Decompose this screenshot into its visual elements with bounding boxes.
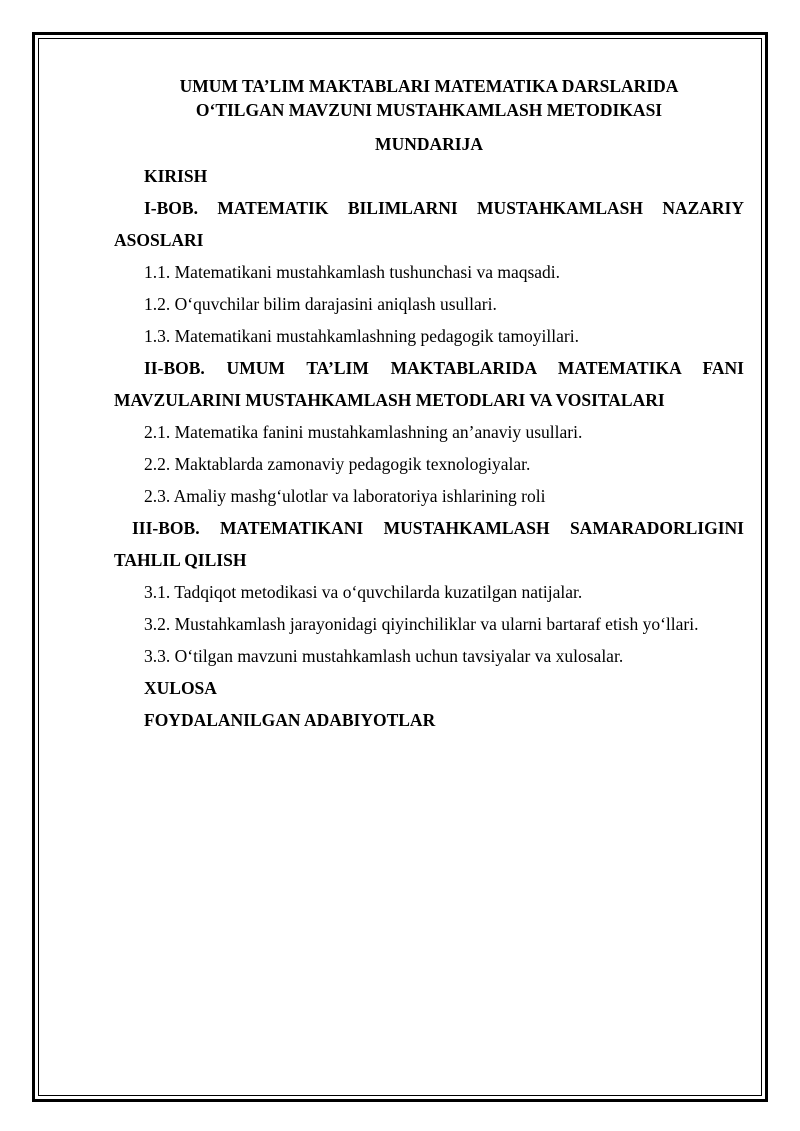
document-title-line-2: O‘TILGAN MAVZUNI MUSTAHKAMLASH METODIKASI — [195, 100, 663, 120]
toc-chapter-2-line-1: II-BOB. UMUM TA’LIM MAKTABLARIDA MATEMATIKA FANI — [144, 358, 744, 378]
toc-chapter-2-line-2: MAVZULARINI MUSTAHKAMLASH METODLARI VA VOSITALARI — [114, 390, 665, 410]
toc-section-1-1: 1.1. Matematikani mustahkamlash tushunchasi va maqsadi. — [144, 262, 561, 282]
document-title-line-1: UMUM TA’LIM MAKTABLARI MATEMATIKA DARSLARIDA — [179, 76, 679, 96]
toc-section-1-3: 1.3. Matematikani mustahkamlashning pedagogik tamoyillari. — [144, 326, 579, 346]
toc-chapter-1-line-2: ASOSLARI — [114, 230, 204, 250]
table-of-contents — [114, 160, 744, 736]
toc-intro: KIRISH — [144, 166, 208, 186]
toc-heading: MUNDARIJA — [375, 134, 483, 154]
document-body — [114, 74, 744, 736]
toc-section-3-2: 3.2. Mustahkamlash jarayonidagi qiyinchiliklar va ularni bartaraf etish yo‘llari. — [144, 614, 699, 634]
toc-chapter-1-line-1: I-BOB. MATEMATIK BILIMLARNI MUSTAHKAMLASH NAZARIY — [144, 198, 744, 218]
toc-conclusion: XULOSA — [144, 678, 217, 698]
toc-section-3-3: 3.3. O‘tilgan mavzuni mustahkamlash uchun tavsiyalar va xulosalar. — [144, 646, 624, 666]
toc-section-2-1: 2.1. Matematika fanini mustahkamlashning an’anaviy usullari. — [144, 422, 583, 442]
toc-references: FOYDALANILGAN ADABIYOTLAR — [144, 710, 436, 730]
toc-section-3-1: 3.1. Tadqiqot metodikasi va o‘quvchilarda kuzatilgan natijalar. — [144, 582, 583, 602]
toc-section-2-2: 2.2. Maktablarda zamonaviy pedagogik texnologiyalar. — [144, 454, 531, 474]
toc-chapter-3-line-1: III-BOB. MATEMATIKANI MUSTAHKAMLASH SAMARADORLIGINI — [132, 518, 744, 538]
toc-chapter-3-line-2: TAHLIL QILISH — [114, 550, 247, 570]
toc-section-2-3: 2.3. Amaliy mashg‘ulotlar va laboratoriya ishlarining roli — [144, 486, 546, 506]
toc-section-1-2: 1.2. O‘quvchilar bilim darajasini aniqlash usullari. — [144, 294, 497, 314]
